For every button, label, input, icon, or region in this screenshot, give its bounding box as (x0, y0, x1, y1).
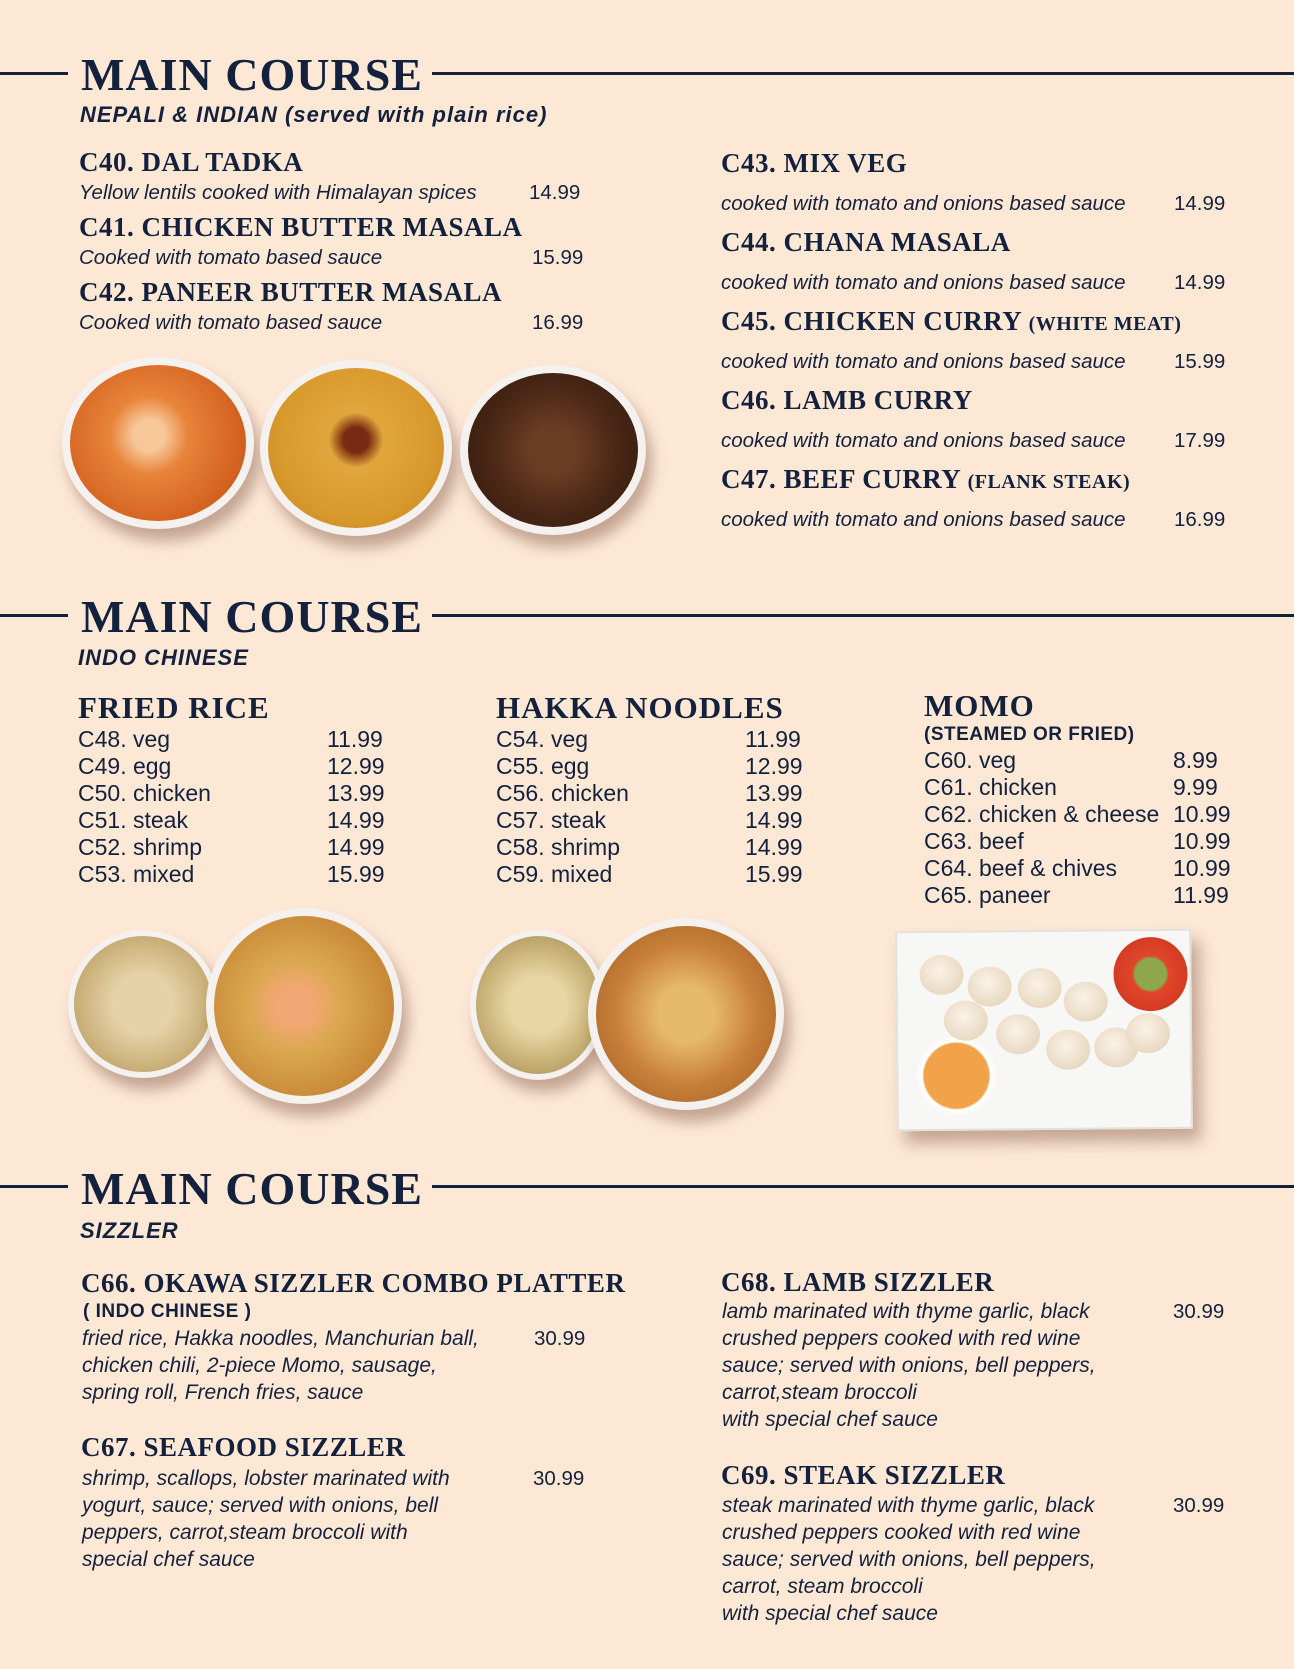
list-item-price: 10.99 (1173, 801, 1231, 827)
list-item-name: C53. mixed (78, 861, 195, 887)
section-title: MAIN COURSE (81, 1163, 423, 1214)
veg-noodles-photo (470, 930, 606, 1080)
list-item-price: 9.99 (1173, 774, 1218, 800)
menu-item-name: C42. PANEER BUTTER MASALA (79, 277, 503, 307)
momo-note: (STEAMED OR FRIED) (924, 724, 1135, 745)
description-line: crushed peppers cooked with red wine (722, 1327, 1081, 1350)
section-title: MAIN COURSE (81, 49, 423, 100)
section-divider-left (0, 1185, 68, 1188)
list-item-price: 10.99 (1173, 828, 1231, 854)
description-line: yogurt, sauce; served with onions, bell (82, 1494, 439, 1517)
dumpling (1046, 1030, 1090, 1070)
description-line: peppers, carrot,steam broccoli with (82, 1521, 408, 1544)
menu-item-note: (FLANK STEAK) (967, 471, 1131, 493)
list-item (78, 861, 398, 888)
chicken-noodles-photo (588, 918, 784, 1110)
menu-item-price: 17.99 (1174, 429, 1226, 452)
menu-item-name: C44. CHANA MASALA (721, 227, 1011, 257)
list-item (924, 801, 1244, 828)
menu-item-note: (WHITE MEAT) (1028, 313, 1182, 335)
menu-item-title: C47. BEEF CURRY (721, 464, 961, 494)
list-item (924, 774, 1244, 801)
shrimp-fried-rice-photo (206, 908, 402, 1104)
list-item-name: C63. beef (924, 828, 1024, 854)
description-line: crushed peppers cooked with red wine (722, 1521, 1081, 1544)
dumpling (1126, 1013, 1170, 1053)
section-title: MAIN COURSE (81, 591, 423, 642)
section-divider-right (432, 72, 1294, 75)
list-item-price: 15.99 (327, 861, 385, 887)
menu-item-description: cooked with tomato and onions based sauce (721, 429, 1126, 452)
description-line: lamb marinated with thyme garlic, black (722, 1300, 1090, 1323)
list-item-name: C50. chicken (78, 780, 211, 806)
lamb-curry-photo (460, 365, 646, 535)
list-item-price: 10.99 (1173, 855, 1231, 881)
list-item-price: 13.99 (327, 780, 385, 806)
list-item-name: C49. egg (78, 753, 172, 779)
list-item (924, 828, 1244, 855)
list-item-price: 11.99 (1173, 882, 1229, 908)
description-line: carrot,steam broccoli (722, 1381, 917, 1404)
list-title-momo: MOMO (924, 688, 1035, 723)
menu-item-price: 30.99 (533, 1467, 585, 1490)
menu-item-description: cooked with tomato and onions based sauce (721, 350, 1126, 373)
menu-item-description (82, 1325, 479, 1406)
list-item-name: C54. veg (496, 726, 589, 752)
menu-item-price: 16.99 (1174, 508, 1226, 531)
dumpling (1017, 968, 1061, 1008)
list-item (496, 726, 816, 753)
dumpling (919, 955, 963, 995)
section-divider-right (432, 1185, 1294, 1188)
list-item (496, 834, 816, 861)
list-item-name: C65. paneer (924, 882, 1051, 908)
description-line: special chef sauce (82, 1548, 255, 1571)
list-item (78, 834, 398, 861)
menu-item-price: 14.99 (1174, 192, 1226, 215)
menu-item-name (721, 306, 1181, 337)
menu-item-name: C40. DAL TADKA (79, 147, 304, 177)
list-item-price: 14.99 (745, 834, 803, 860)
description-line: carrot, steam broccoli (722, 1575, 923, 1598)
list-item (78, 780, 398, 807)
list-item-price: 14.99 (327, 834, 385, 860)
sauce-bowl (912, 1036, 1001, 1115)
menu-item-price: 14.99 (1174, 271, 1226, 294)
list-item (924, 855, 1244, 882)
description-line: chicken chili, 2-piece Momo, sausage, (82, 1354, 437, 1377)
list-item (78, 807, 398, 834)
list-item (496, 807, 816, 834)
menu-item-price: 14.99 (529, 181, 581, 204)
section-subtitle: NEPALI & INDIAN (served with plain rice) (80, 102, 548, 127)
list-item-price: 14.99 (327, 807, 385, 833)
menu-item-name: C68. LAMB SIZZLER (721, 1267, 995, 1297)
section-divider-right (432, 614, 1294, 617)
list-item-price: 8.99 (1173, 747, 1218, 773)
menu-item-description: Cooked with tomato based sauce (79, 311, 383, 334)
list-item (924, 747, 1244, 774)
menu-item-description (722, 1492, 1096, 1627)
section-divider-left (0, 614, 68, 617)
menu-item-price: 30.99 (1173, 1494, 1225, 1517)
list-item-name: C64. beef & chives (924, 855, 1118, 881)
menu-item-name: C67. SEAFOOD SIZZLER (81, 1432, 406, 1462)
menu-item-price: 30.99 (534, 1327, 586, 1350)
list-item (496, 780, 816, 807)
menu-item-title: C45. CHICKEN CURRY (721, 306, 1022, 336)
description-line: fried rice, Hakka noodles, Manchurian ball, (82, 1327, 479, 1350)
section-divider-left (0, 72, 68, 75)
menu-item-name: C41. CHICKEN BUTTER MASALA (79, 212, 523, 242)
list-item-name: C48. veg (78, 726, 171, 752)
menu-item-price: 16.99 (532, 311, 584, 334)
tomato-garnish (1113, 937, 1188, 1012)
list-item (78, 753, 398, 780)
fried-rice-photo (68, 930, 218, 1078)
description-line: shrimp, scallops, lobster marinated with (82, 1467, 450, 1490)
list-title-fried-rice: FRIED RICE (78, 690, 270, 725)
list-title-hakka-noodles: HAKKA NOODLES (496, 690, 784, 725)
description-line: steak marinated with thyme garlic, black (722, 1494, 1095, 1517)
list-item (496, 861, 816, 888)
list-item-price: 12.99 (327, 753, 385, 779)
section-subtitle: SIZZLER (80, 1218, 179, 1243)
list-item (496, 753, 816, 780)
list-item (924, 882, 1244, 909)
dumpling (967, 966, 1011, 1006)
menu-item-description: cooked with tomato and onions based sauce (721, 192, 1126, 215)
list-item-price: 12.99 (745, 753, 803, 779)
list-item-price: 15.99 (745, 861, 803, 887)
list-item-price: 11.99 (327, 726, 383, 752)
list-item-name: C55. egg (496, 753, 590, 779)
list-item-price: 14.99 (745, 807, 803, 833)
list-item-name: C62. chicken & cheese (924, 801, 1160, 827)
description-line: with special chef sauce (722, 1408, 938, 1431)
dumpling (944, 1000, 988, 1040)
list-item-name: C57. steak (496, 807, 606, 833)
menu-item-description (82, 1465, 450, 1573)
list-item-name: C60. veg (924, 747, 1017, 773)
menu-item-price: 15.99 (532, 246, 584, 269)
menu-item-description: Cooked with tomato based sauce (79, 246, 383, 269)
menu-item-description: cooked with tomato and onions based sauce (721, 271, 1126, 294)
list-item-name: C52. shrimp (78, 834, 202, 860)
description-line: sauce; served with onions, bell peppers, (722, 1354, 1096, 1377)
menu-item-name: C46. LAMB CURRY (721, 385, 973, 415)
description-line: spring roll, French fries, sauce (82, 1381, 364, 1404)
list-item-name: C59. mixed (496, 861, 613, 887)
menu-item-note: ( INDO CHINESE ) (83, 1301, 252, 1322)
list-item-name: C56. chicken (496, 780, 629, 806)
list-item-name: C51. steak (78, 807, 188, 833)
list-item-name: C61. chicken (924, 774, 1057, 800)
dal-tadka-photo (260, 360, 452, 536)
list-item-price: 13.99 (745, 780, 803, 806)
menu-item-description: cooked with tomato and onions based sauce (721, 508, 1126, 531)
menu-item-name (721, 464, 1130, 495)
dumpling (1064, 981, 1108, 1021)
menu-item-description (722, 1298, 1096, 1433)
dumpling (996, 1014, 1040, 1054)
description-line: with special chef sauce (722, 1602, 938, 1625)
menu-item-description: Yellow lentils cooked with Himalayan spices (79, 181, 477, 204)
list-item (78, 726, 398, 753)
paneer-masala-photo (62, 357, 254, 529)
description-line: sauce; served with onions, bell peppers, (722, 1548, 1096, 1571)
section-subtitle: INDO CHINESE (78, 645, 249, 670)
menu-item-price: 15.99 (1174, 350, 1226, 373)
menu-item-name: C66. OKAWA SIZZLER COMBO PLATTER (81, 1268, 626, 1298)
menu-item-name: C43. MIX VEG (721, 148, 908, 178)
list-item-name: C58. shrimp (496, 834, 620, 860)
list-item-price: 11.99 (745, 726, 801, 752)
momo-plate-photo (895, 929, 1193, 1132)
menu-item-name: C69. STEAK SIZZLER (721, 1460, 1006, 1490)
menu-item-price: 30.99 (1173, 1300, 1225, 1323)
